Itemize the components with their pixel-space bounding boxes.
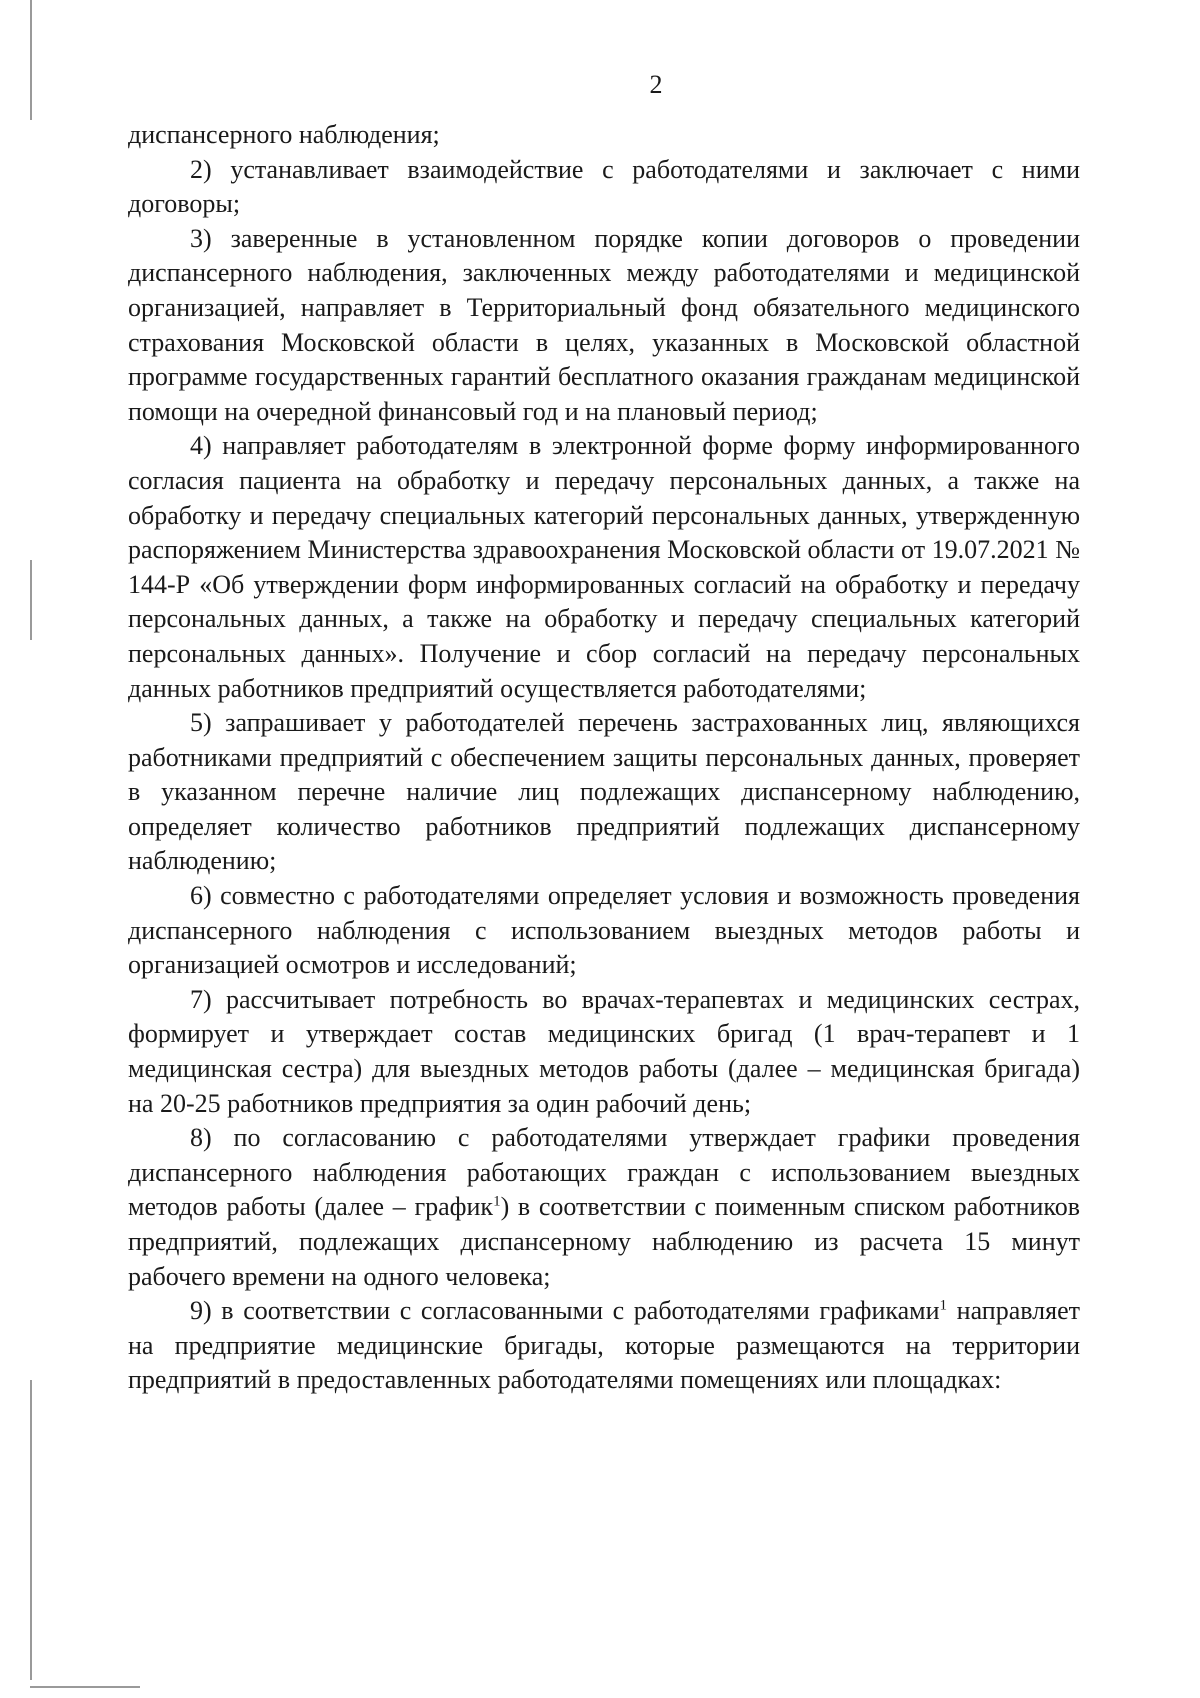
document-body	[128, 118, 1080, 1398]
list-item-6: 6) совместно с работодателями определяет условия и возможность проведения диспансерного наблюдения с использованием выездных методов работы и организацией осмотров и исследований;	[128, 881, 1080, 980]
paragraph-continuation: диспансерного наблюдения;	[128, 120, 440, 149]
scan-edge-mark	[30, 1380, 32, 1680]
footnote-marker: 1	[939, 1297, 948, 1314]
list-item-4: 4) направляет работодателям в электронной форме форму информированного согласия пациента на обработку и передачу персональных данных, а также на обработку и передачу специальных категорий персональных данных, утвержденную распоряжением Министерства здравоохранения Московской области от 19.07.2021 № 144-Р «Об утверждении форм информированных согласий на обработку и передачу персональных данных, а также на обработку и передачу специальных категорий персональных данных». Получение и сбор согласий на передачу персональных данных работников предприятий осуществляется работодателями;	[128, 431, 1080, 703]
list-item-2: 2) устанавливает взаимодействие с работодателями и заключает с ними договоры;	[128, 154, 1080, 219]
scan-edge-mark	[30, 0, 32, 120]
list-item-9	[128, 1294, 1080, 1398]
page-number: 2	[649, 70, 663, 99]
footnote-marker: 1	[493, 1193, 501, 1210]
list-item-8-text-end: ) в соответствии с поименным списком работников предприятий, подлежащих диспансерному наблюдению из расчета 15 минут рабочего времени на одного человека;	[128, 1192, 1080, 1291]
list-item-9-text-start: 9) в соответствии с согласованными с работодателями графиками	[190, 1296, 940, 1326]
list-item-3: 3) заверенные в установленном порядке копии договоров о проведении диспансерного наблюдения, заключенных между работодателями и медицинской организацией, направляет в Территориальный фонд обязательного медицинского страхования Московской области в целях, указанных в Московской областной программе государственных гарантий бесплатного оказания гражданам медицинской помощи на очередной финансовый год и на плановый период;	[128, 223, 1080, 426]
list-item-9-text-end: направляет на предприятие медицинские бригады, которые размещаются на территории предприятий в предоставленных работодателями помещениях или площадках:	[128, 1296, 1080, 1395]
scan-edge-mark	[30, 560, 32, 640]
list-item-8	[128, 1121, 1080, 1294]
list-item-7: 7) рассчитывает потребность во врачах-терапевтах и медицинских сестрах, формирует и утверждает состав медицинских бригад (1 врач-терапевт и 1 медицинская сестра) для выездных методов работы (далее – медицинская бригада) на 20-25 работников предприятия за один рабочий день;	[128, 984, 1080, 1118]
list-item-5: 5) запрашивает у работодателей перечень застрахованных лиц, являющихся работниками предприятий с обеспечением защиты персональных данных, проверяет в указанном перечне наличие лиц подлежащих диспансерному наблюдению, определяет количество работников предприятий подлежащих диспансерному наблюдению;	[128, 708, 1080, 876]
scan-edge-mark	[30, 1686, 140, 1688]
list-item-8-text-start: 8) по согласованию с работодателями утверждает графики проведения диспансерного наблюдения работающих граждан с использованием выездных методов работы (далее – график	[128, 1123, 1080, 1222]
